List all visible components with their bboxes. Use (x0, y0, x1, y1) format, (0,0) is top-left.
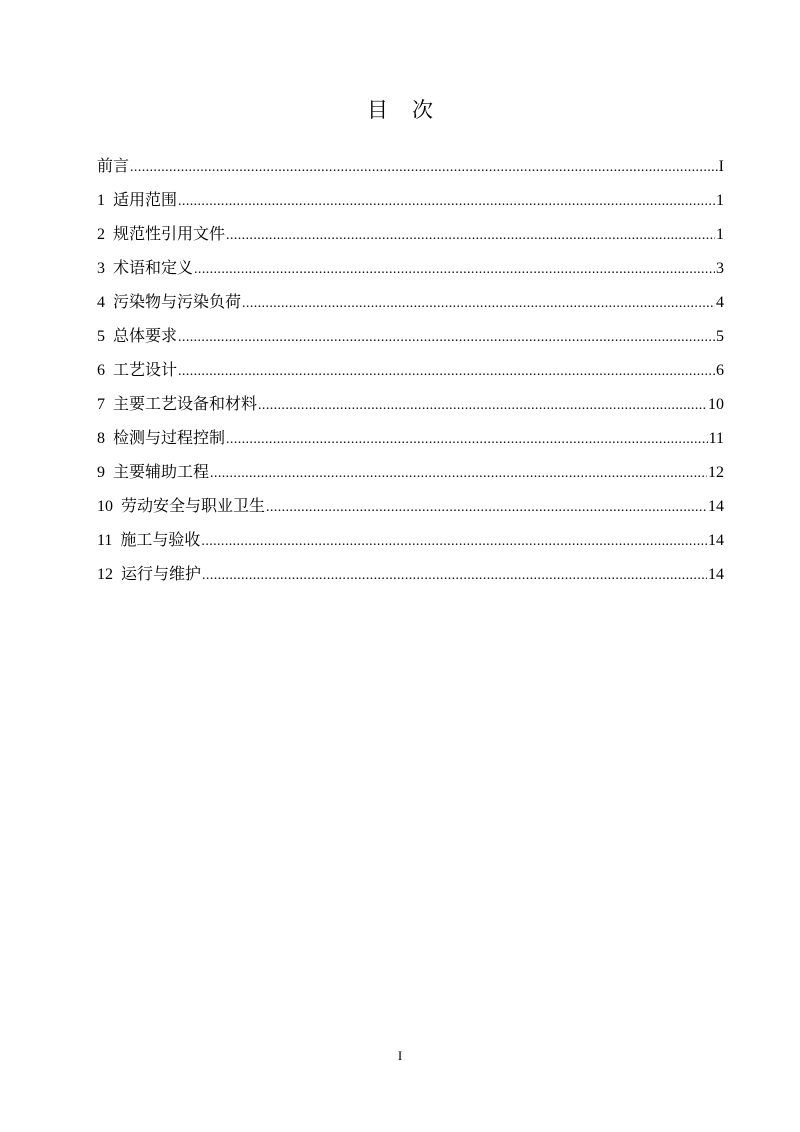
toc-dot-leader (130, 154, 718, 182)
toc-dot-leader (178, 324, 715, 352)
toc-entry-page: 3 (716, 260, 724, 277)
toc-entry-3[interactable] (97, 254, 724, 288)
toc-entry-label: 规范性引用文件 (113, 224, 226, 243)
toc-entry-page: 14 (708, 498, 724, 515)
toc-entry-page: 1 (716, 226, 724, 243)
toc-dot-leader (210, 460, 707, 488)
toc-entry-page: I (718, 158, 724, 175)
toc-entry-page: 10 (708, 396, 724, 413)
toc-entry-1[interactable] (97, 186, 724, 220)
toc-entry-number: 7 (97, 396, 113, 413)
toc-entry-label: 污染物与污染负荷 (113, 292, 242, 311)
toc-entry-label: 适用范围 (113, 190, 178, 209)
toc-entry-number: 1 (97, 192, 113, 209)
toc-dot-leader (266, 494, 707, 522)
toc-entry-label: 主要工艺设备和材料 (113, 394, 258, 413)
toc-dot-leader (178, 358, 715, 386)
toc-entry-4[interactable] (97, 288, 724, 322)
table-of-contents (97, 152, 724, 594)
toc-entry-page: 5 (716, 328, 724, 345)
toc-entry-page: 4 (716, 294, 724, 311)
toc-entry-number: 2 (97, 226, 113, 243)
toc-entry-page: 14 (708, 532, 724, 549)
toc-entry-6[interactable] (97, 356, 724, 390)
toc-entry-number: 9 (97, 464, 113, 481)
toc-dot-leader (226, 222, 715, 250)
toc-entry-page: 12 (708, 464, 724, 481)
toc-entry-label: 劳动安全与职业卫生 (121, 496, 266, 515)
toc-dot-leader (226, 426, 708, 454)
toc-entry-number: 12 (97, 566, 121, 583)
toc-entry-12[interactable] (97, 560, 724, 594)
toc-dot-leader (201, 528, 707, 556)
toc-entry-page: 6 (716, 362, 724, 379)
toc-entry-page: 11 (708, 430, 724, 447)
toc-entry-number: 10 (97, 498, 121, 515)
toc-entry-number: 11 (97, 532, 121, 549)
toc-entry-label: 主要辅助工程 (113, 462, 210, 481)
toc-entry-8[interactable] (97, 424, 724, 458)
toc-entry-label: 前言 (97, 156, 130, 175)
toc-entry-11[interactable] (97, 526, 724, 560)
toc-dot-leader (194, 256, 715, 284)
toc-entry-5[interactable] (97, 322, 724, 356)
toc-entry-number: 5 (97, 328, 113, 345)
toc-entry-number: 8 (97, 430, 113, 447)
toc-entry-number: 4 (97, 294, 113, 311)
toc-entry-page: 1 (716, 192, 724, 209)
toc-entry-page: 14 (708, 566, 724, 583)
title-char-2: 次 (412, 98, 433, 122)
toc-dot-leader (242, 290, 715, 318)
toc-entry-label: 检测与过程控制 (113, 428, 226, 447)
toc-entry-label: 施工与验收 (120, 530, 201, 549)
toc-entry-10[interactable] (97, 492, 724, 526)
page-title (0, 94, 800, 126)
toc-entry-label: 术语和定义 (113, 258, 194, 277)
toc-entry-number: 6 (97, 362, 113, 379)
toc-entry-label: 总体要求 (113, 326, 178, 345)
toc-dot-leader (202, 562, 707, 590)
toc-entry-7[interactable] (97, 390, 724, 424)
toc-entry-label: 运行与维护 (121, 564, 202, 583)
toc-entry-2[interactable] (97, 220, 724, 254)
toc-dot-leader (178, 188, 715, 216)
page-number-footer: I (397, 1048, 403, 1063)
title-char-1: 目 (367, 98, 388, 122)
toc-entry-9[interactable] (97, 458, 724, 492)
toc-entry-foreword[interactable] (97, 152, 724, 186)
toc-entry-number: 3 (97, 260, 113, 277)
toc-entry-label: 工艺设计 (113, 360, 178, 379)
toc-dot-leader (258, 392, 707, 420)
